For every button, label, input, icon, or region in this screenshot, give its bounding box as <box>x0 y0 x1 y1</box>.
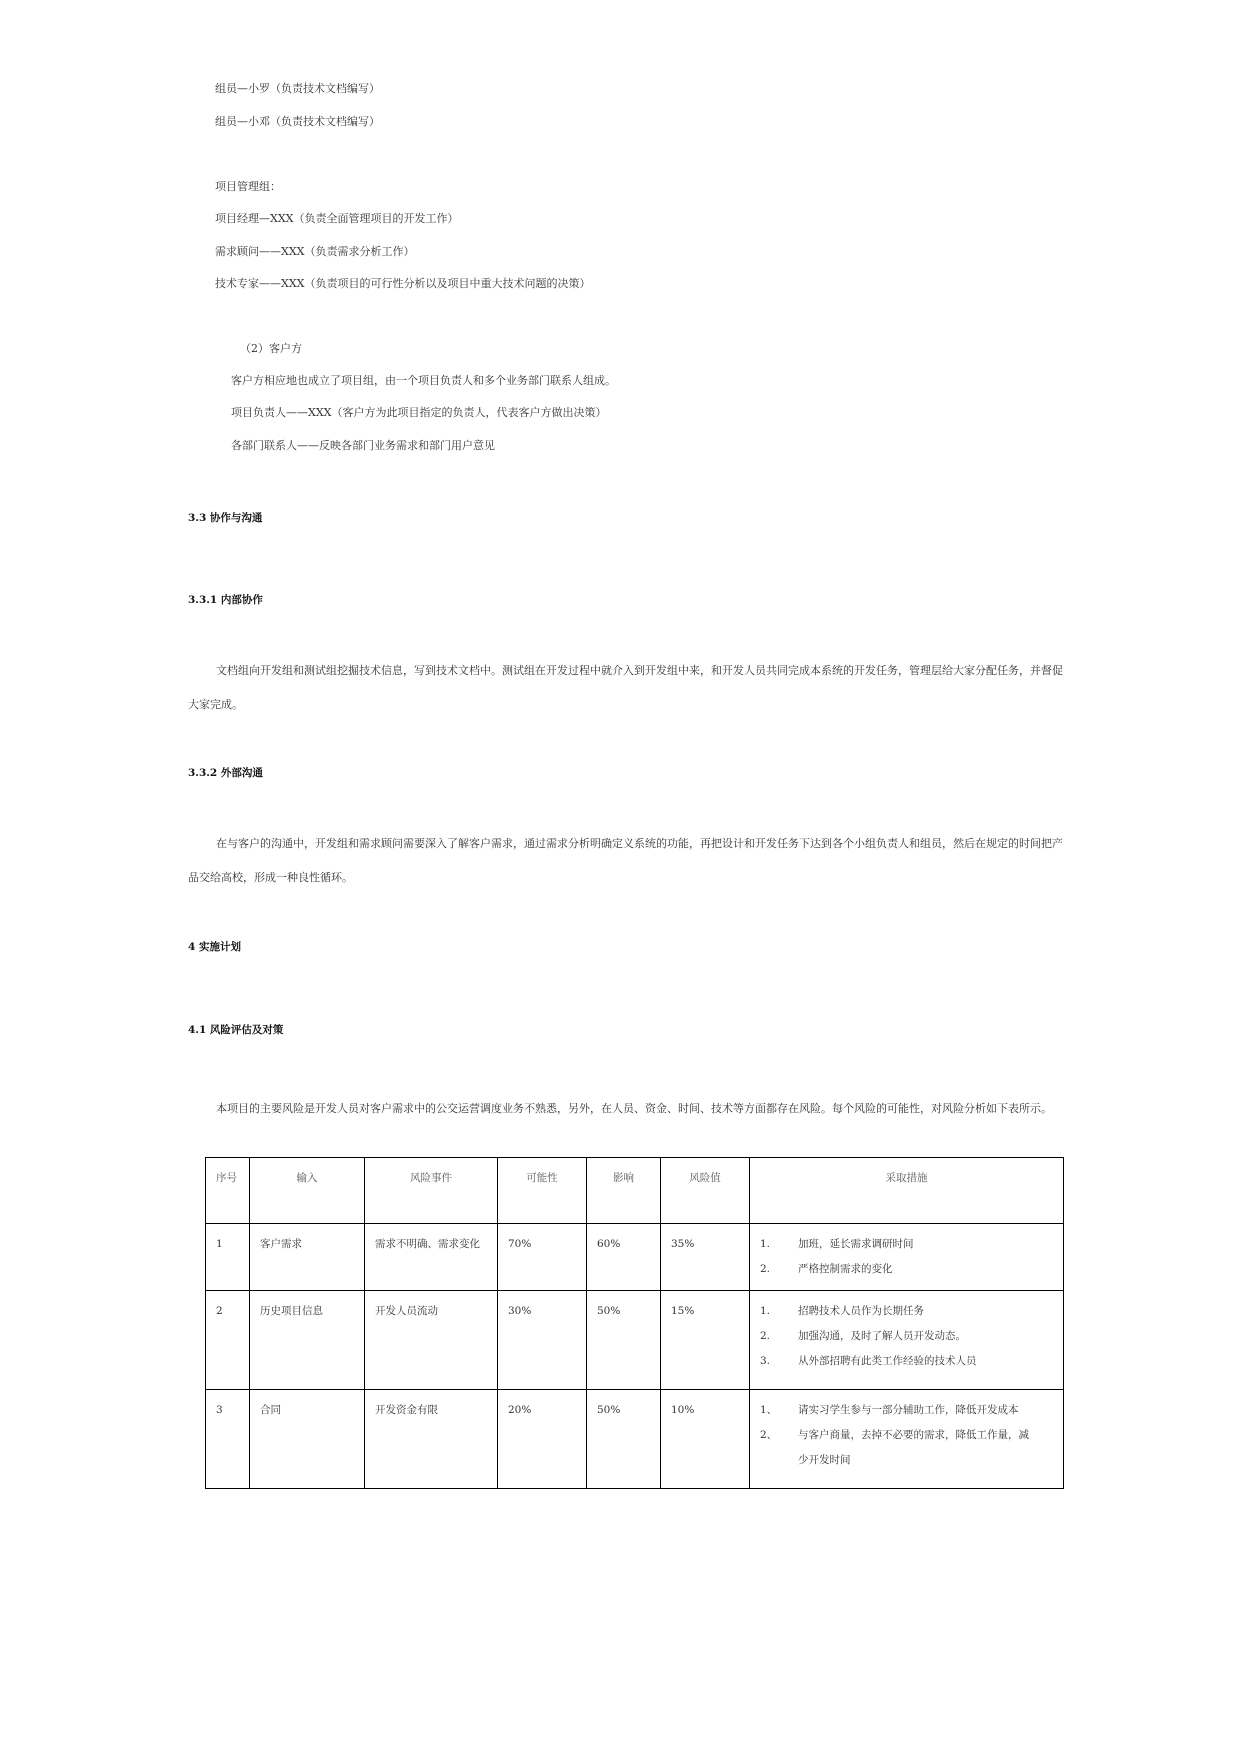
cell-impact: 50% <box>587 1390 661 1489</box>
header-cell: 采取措施 <box>750 1158 1064 1224</box>
measure-text: 与客户商量，去掉不必要的需求，降低工作量，减 <box>798 1429 1029 1441</box>
section-heading-4: 4 实施计划 <box>188 941 241 953</box>
header-cell: 风险事件 <box>365 1158 498 1224</box>
cell-probability: 70% <box>498 1224 587 1291</box>
client-line: 客户方相应地也成立了项目组，由一个项目负责人和多个业务部门联系人组成。 <box>231 374 616 387</box>
pm-group-line: 项目经理—XXX（负责全面管理项目的开发工作） <box>215 212 459 225</box>
measure-number: 2、 <box>760 1429 778 1441</box>
cell-event: 需求不明确、需求变化 <box>365 1224 498 1291</box>
paragraph-text: 文档组向开发组和测试组挖掘技术信息，写到技术文档中。测试组在开发过程中就介入到开发组中来，和开发人员共同完成本系统的开发任务，管理层给大家分配任务，并督促大家完成。 <box>188 664 1063 711</box>
section-heading-4-1: 4.1 风险评估及对策 <box>188 1024 284 1036</box>
cell-probability: 20% <box>498 1390 587 1489</box>
cell-measures <box>750 1224 1064 1291</box>
measure-text: 招聘技术人员作为长期任务 <box>798 1305 924 1317</box>
cell-impact: 50% <box>587 1291 661 1390</box>
cell-no: 2 <box>206 1291 250 1390</box>
header-cell: 可能性 <box>498 1158 587 1224</box>
risk-table <box>205 1157 1064 1489</box>
header-cell: 序号 <box>206 1158 250 1224</box>
team-member-line: 组员—小邓（负责技术文档编写） <box>215 115 380 128</box>
measure-text: 严格控制需求的变化 <box>798 1263 893 1275</box>
paragraph-risk-intro <box>188 1092 1068 1126</box>
measure-text: 请实习学生参与一部分辅助工作，降低开发成本 <box>798 1404 1019 1416</box>
cell-impact: 60% <box>587 1224 661 1291</box>
paragraph-text: 本项目的主要风险是开发人员对客户需求中的公交运营调度业务不熟悉，另外，在人员、资金、时间、技术等方面都存在风险。每个风险的可能性，对风险分析如下表所示。 <box>216 1102 1052 1115</box>
measure-number: 2. <box>760 1330 771 1342</box>
cell-input: 客户需求 <box>250 1224 365 1291</box>
header-cell: 输入 <box>250 1158 365 1224</box>
client-line: 项目负责人——XXX（客户方为此项目指定的负责人，代表客户方做出决策） <box>231 406 607 419</box>
cell-no: 1 <box>206 1224 250 1291</box>
client-title: （2）客户方 <box>240 342 302 355</box>
measure-item <box>760 1257 1053 1282</box>
header-cell: 影响 <box>587 1158 661 1224</box>
cell-risk-value: 15% <box>661 1291 750 1390</box>
cell-event: 开发人员流动 <box>365 1291 498 1390</box>
section-heading-3-3: 3.3 协作与沟通 <box>188 512 263 524</box>
measure-item <box>760 1448 1053 1473</box>
measure-item <box>760 1349 1053 1374</box>
paragraph-internal-collaboration <box>188 654 1068 722</box>
team-member-line: 组员—小罗（负责技术文档编写） <box>215 82 380 95</box>
section-heading-3-3-1: 3.3.1 内部协作 <box>188 594 263 606</box>
cell-measures <box>750 1390 1064 1489</box>
measure-number: 3. <box>760 1355 771 1367</box>
pm-group-line: 需求顾问——XXX（负责需求分析工作） <box>215 245 415 258</box>
measure-item <box>760 1398 1053 1423</box>
measure-number: 1、 <box>760 1404 778 1416</box>
cell-no: 3 <box>206 1390 250 1489</box>
cell-risk-value: 35% <box>661 1224 750 1291</box>
header-cell: 风险值 <box>661 1158 750 1224</box>
pm-group-title: 项目管理组： <box>215 180 281 193</box>
measure-item <box>760 1324 1053 1349</box>
section-heading-3-3-2: 3.3.2 外部沟通 <box>188 767 263 779</box>
paragraph-external-communication <box>188 827 1068 895</box>
cell-input: 历史项目信息 <box>250 1291 365 1390</box>
cell-event: 开发资金有限 <box>365 1390 498 1489</box>
pm-group-line: 技术专家——XXX（负责项目的可行性分析以及项目中重大技术问题的决策） <box>215 277 591 290</box>
measure-number: 2. <box>760 1263 771 1275</box>
table-row <box>206 1390 1064 1489</box>
measure-text: 加强沟通，及时了解人员开发动态。 <box>798 1330 966 1342</box>
paragraph-text: 在与客户的沟通中，开发组和需求顾问需要深入了解客户需求，通过需求分析明确定义系统的功能，再把设计和开发任务下达到各个小组负责人和组员，然后在规定的时间把产品交给高校，形成一种良性循环。 <box>188 837 1063 884</box>
measure-text: 从外部招聘有此类工作经验的技术人员 <box>798 1355 977 1367</box>
cell-input: 合同 <box>250 1390 365 1489</box>
measure-text: 加班，延长需求调研时间 <box>798 1238 914 1250</box>
cell-measures <box>750 1291 1064 1390</box>
cell-probability: 30% <box>498 1291 587 1390</box>
measure-item <box>760 1232 1053 1257</box>
client-line: 各部门联系人——反映各部门业务需求和部门用户意见 <box>231 439 495 452</box>
table-row <box>206 1291 1064 1390</box>
table-row <box>206 1224 1064 1291</box>
measure-number: 1. <box>760 1305 771 1317</box>
measure-text: 少开发时间 <box>798 1454 851 1466</box>
cell-risk-value: 10% <box>661 1390 750 1489</box>
table-header-row <box>206 1158 1064 1224</box>
measure-number: 1. <box>760 1238 771 1250</box>
measure-item <box>760 1423 1053 1448</box>
measure-item <box>760 1299 1053 1324</box>
